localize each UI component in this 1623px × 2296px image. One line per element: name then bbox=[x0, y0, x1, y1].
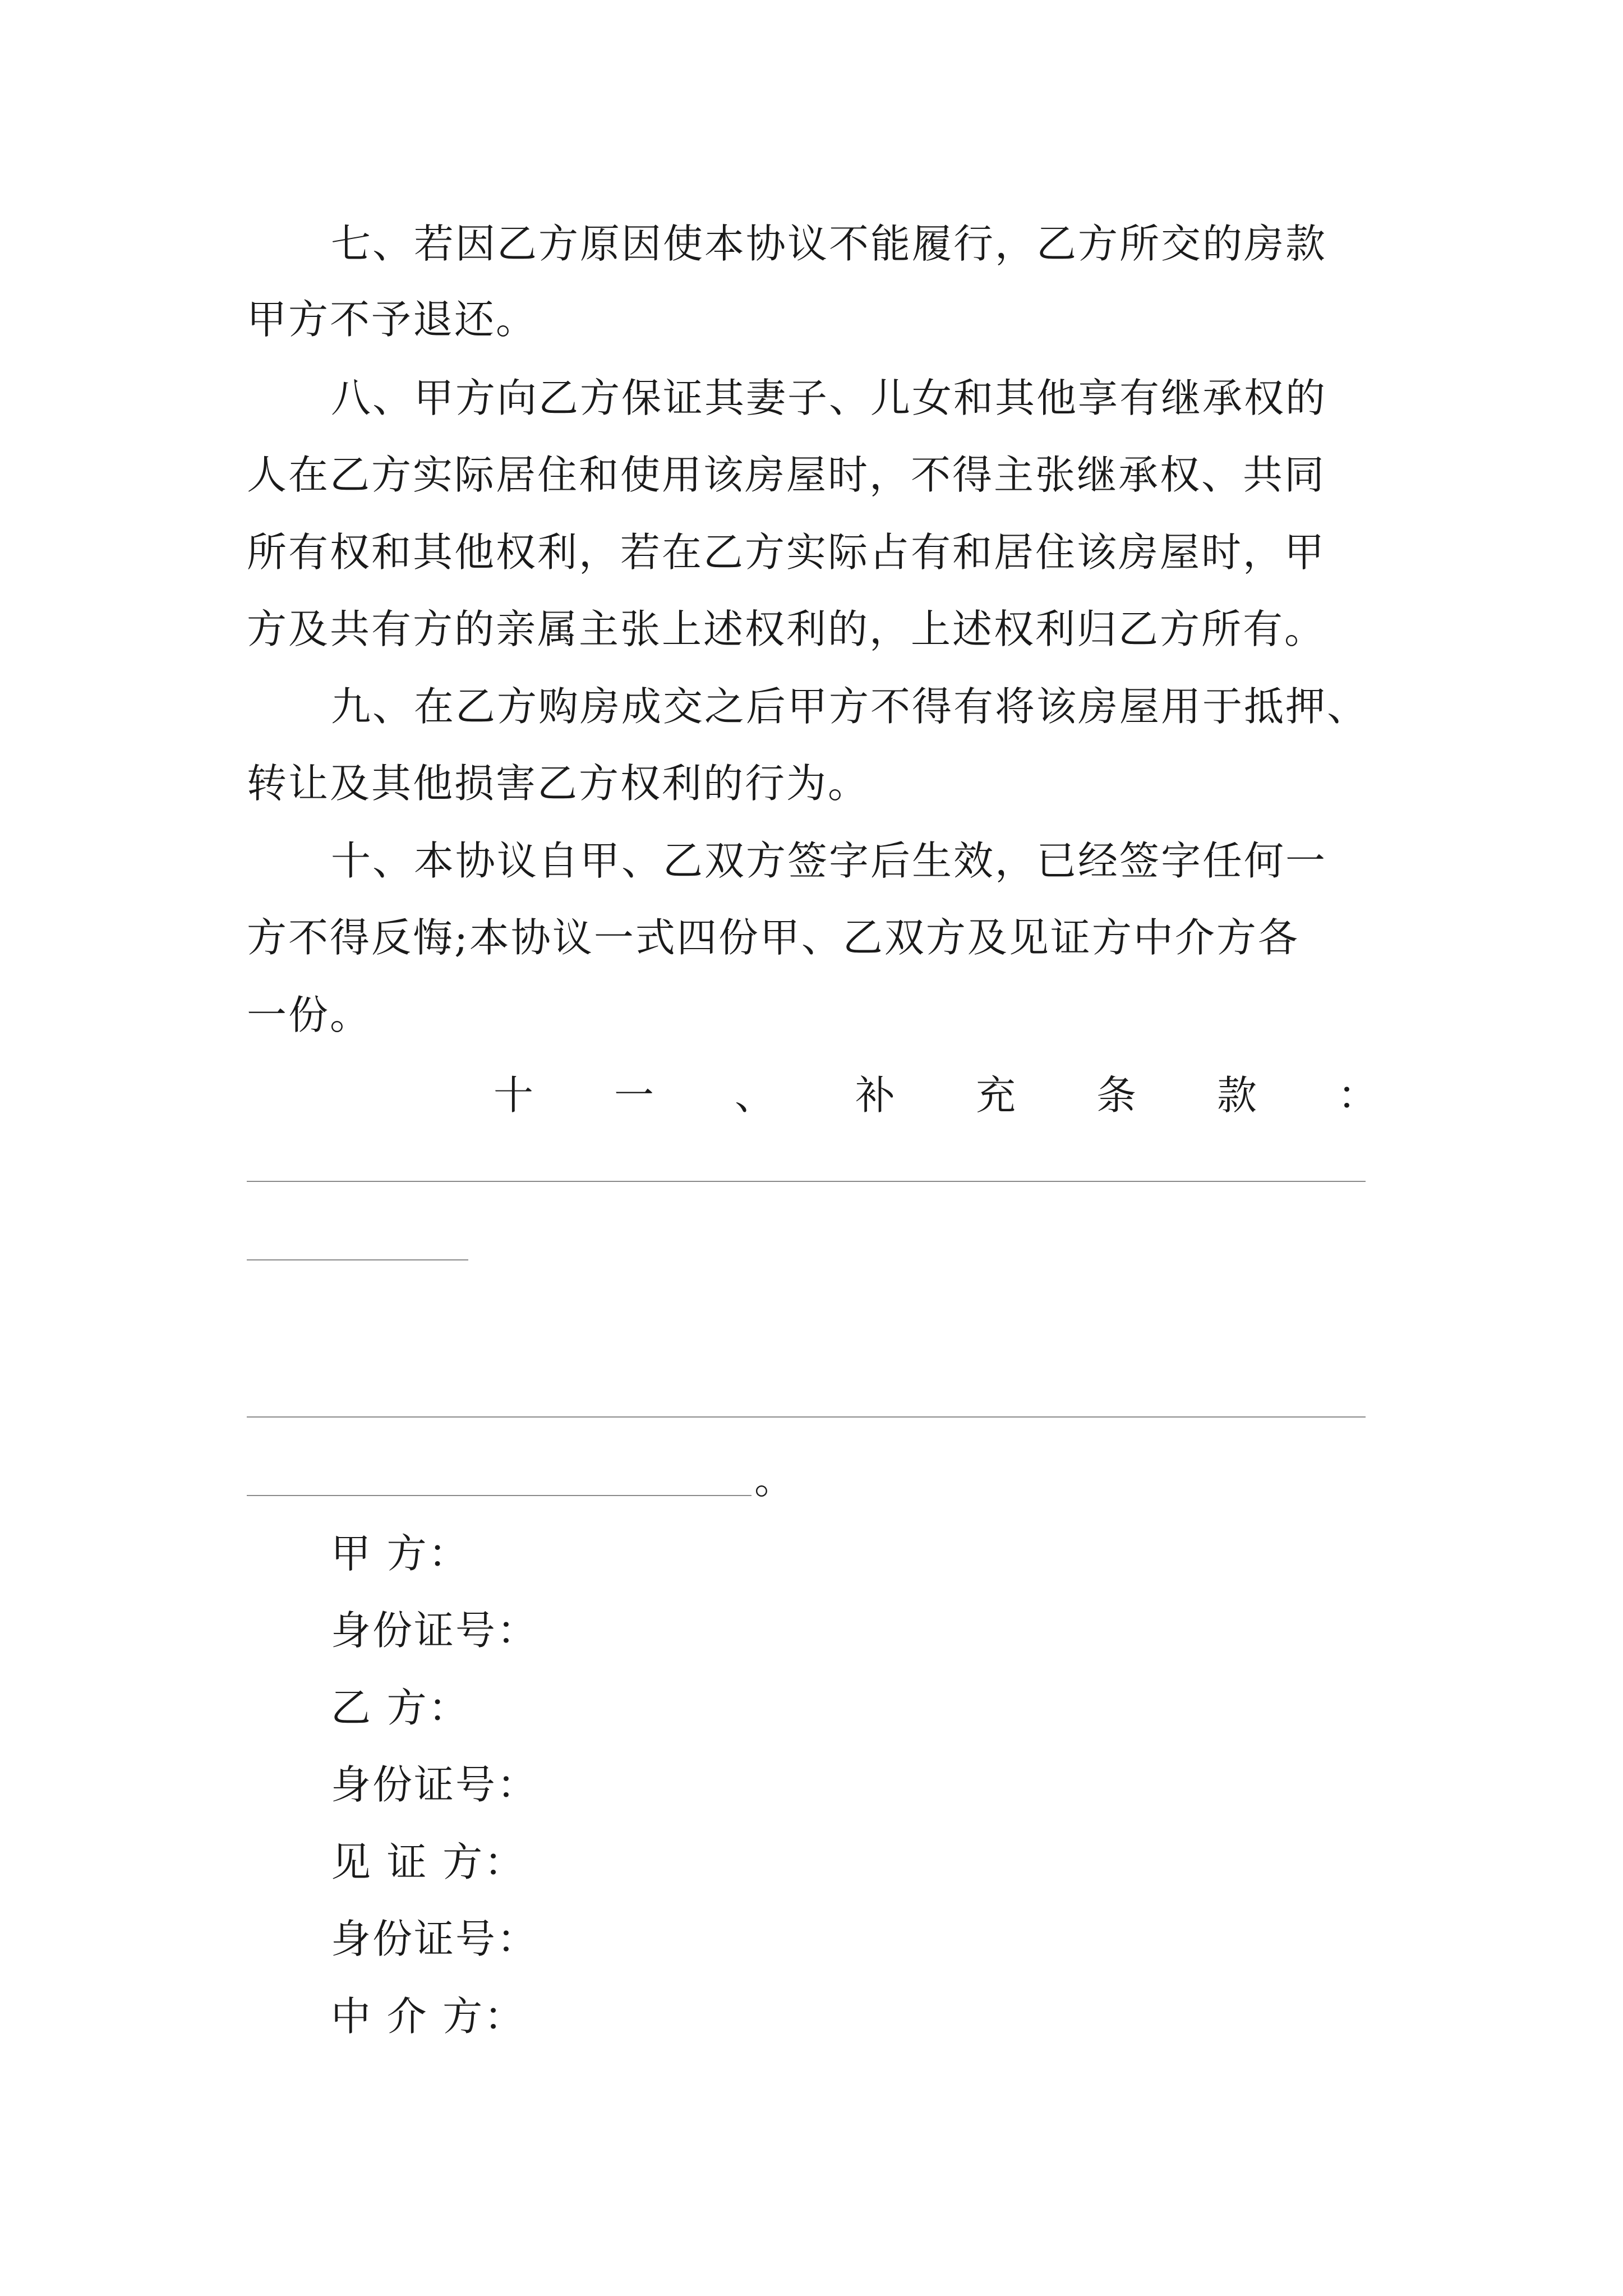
supplement-heading-char: ： bbox=[1338, 1072, 1378, 1119]
clause-nine-line-1: 九、在乙方购房成交之后甲方不得有将该房屋用于抵押、 bbox=[331, 683, 1369, 730]
clause-ten-line-3: 一份。 bbox=[247, 992, 372, 1038]
clause-seven-line-1: 七、若因乙方原因使本协议不能履行，乙方所交的房款 bbox=[331, 220, 1327, 267]
supplement-heading-char: 、 bbox=[735, 1072, 775, 1119]
supplement-blank-line bbox=[247, 1259, 468, 1260]
supplement-heading-char: 一 bbox=[614, 1072, 654, 1119]
supplement-heading-char: 充 bbox=[976, 1072, 1016, 1119]
clause-nine-line-2: 转让及其他损害乙方权利的行为。 bbox=[247, 760, 870, 807]
supplement-heading-char: 款 bbox=[1217, 1072, 1257, 1119]
supplement-heading-char: 补 bbox=[855, 1072, 896, 1119]
supplement-blank-line bbox=[247, 1495, 751, 1496]
signature-party-a-id: 身份证号： bbox=[331, 1607, 539, 1654]
signature-party-a: 甲 方： bbox=[331, 1530, 470, 1577]
signature-party-b: 乙 方： bbox=[331, 1685, 470, 1731]
clause-seven-line-2: 甲方不予退还。 bbox=[247, 296, 538, 343]
signature-agent: 中 介 方： bbox=[331, 1993, 526, 2040]
signature-witness: 见 证 方： bbox=[331, 1839, 526, 1885]
clause-eight-line-4: 方及共有方的亲属主张上述权利的，上述权利归乙方所有。 bbox=[247, 606, 1326, 652]
signature-party-b-id: 身份证号： bbox=[331, 1761, 539, 1808]
clause-eight-line-2: 人在乙方实际居住和使用该房屋时，不得主张继承权、共同 bbox=[247, 452, 1326, 498]
clause-ten-line-2: 方不得反悔;本协议一式四份甲、乙双方及见证方中介方各 bbox=[247, 914, 1299, 961]
clause-eight-line-3: 所有权和其他权利，若在乙方实际占有和居住该房屋时，甲 bbox=[247, 529, 1326, 576]
clause-eight-line-1: 八、甲方向乙方保证其妻子、儿女和其他享有继承权的 bbox=[331, 375, 1327, 421]
clause-ten-line-1: 十、本协议自甲、乙双方签字后生效，已经签字任何一 bbox=[331, 838, 1327, 884]
signature-witness-id: 身份证号： bbox=[331, 1916, 539, 1962]
supplement-blank-line bbox=[247, 1416, 1366, 1418]
supplement-heading-char: 条 bbox=[1096, 1072, 1137, 1119]
supplement-end-mark: 。 bbox=[754, 1456, 795, 1503]
supplement-heading bbox=[0, 1056, 1623, 1135]
supplement-blank-line bbox=[247, 1181, 1366, 1182]
supplement-heading-char: 十 bbox=[494, 1072, 534, 1119]
